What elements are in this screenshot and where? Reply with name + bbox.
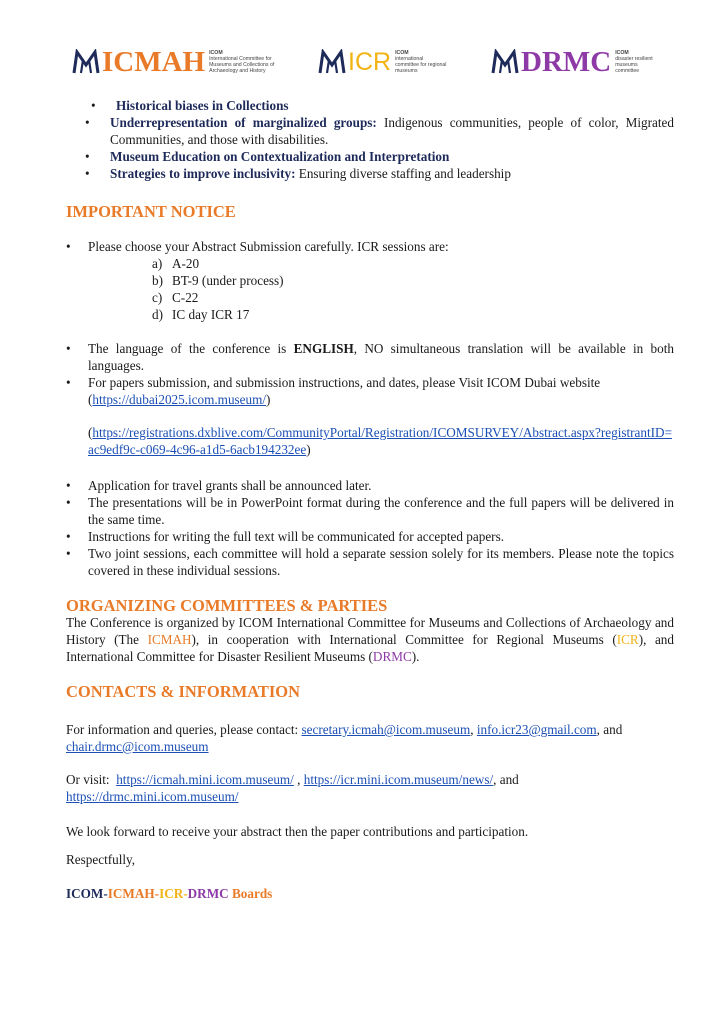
list-item: a) A-20 — [152, 256, 200, 271]
icr-logo — [318, 44, 447, 80]
notice-intro — [66, 238, 674, 323]
bullet-icon: • — [66, 546, 71, 561]
list-item: • Please choose your Abstract Submission carefully. ICR sessions are: — [66, 239, 449, 254]
list-item: • Application for travel grants shall be announced later. — [66, 478, 372, 493]
closing-salutation: Respectfully, — [66, 852, 136, 867]
list-item: • Historical biases in Collections — [91, 98, 289, 113]
contacts-heading: CONTACTS & INFORMATION — [66, 682, 301, 701]
list-item: • Museum Education on Contextualization and Interpretation — [85, 149, 450, 164]
contacts-paragraph: For information and queries, please contact: secretary.icmah@icom.museum, info.icr23@gmail.com, and chair.drmc@icom.museum — [66, 722, 623, 754]
list-item: • The language of the conference is ENGLISH, NO simultaneous translation will be available in both languages. — [66, 341, 674, 373]
bullet-icon: • — [85, 115, 90, 130]
drmc-logo-name: DRMC — [521, 45, 612, 78]
important-notice-heading: IMPORTANT NOTICE — [66, 202, 236, 221]
signature: ICOM-ICMAH-ICR-DRMC Boards — [66, 886, 273, 901]
icr-logo-subtitle: ICOM international committee for regional museums — [395, 50, 447, 74]
list-item: • Underrepresentation of marginalized groups: Indigenous communities, people of color, Migrated Communities, and those with disabilities. — [85, 115, 674, 147]
sessions-list — [66, 255, 674, 323]
drmc-logo — [491, 44, 661, 80]
notice-language-block — [66, 340, 674, 408]
topics-section — [66, 97, 674, 182]
drmc-website-link[interactable]: https://drmc.mini.icom.museum/ — [66, 789, 239, 804]
list-item: • Instructions for writing the full text will be communicated for accepted papers. — [66, 529, 505, 544]
bullet-icon: • — [66, 478, 71, 493]
list-item: d) IC day ICR 17 — [152, 307, 250, 322]
icmah-logo-name: ICMAH — [102, 45, 206, 78]
icmah-mark-icon — [72, 49, 100, 75]
notice-points-list — [66, 477, 674, 579]
registration-link[interactable]: https://registrations.dxblive.com/CommunityPortal/Registration/ICOMSURVEY/Abstract.aspx?registrantID=ac9edf9c-c069-4c96-a1d5-6acb194232ee — [88, 425, 673, 457]
notice-language-list — [66, 340, 674, 408]
email-link-icmah[interactable]: secretary.icmah@icom.museum — [301, 722, 471, 737]
list-item: • For papers submission, and submission instructions, and dates, please Visit ICOM Dubai website (https://dubai2025.icom.museum/) — [66, 375, 601, 407]
notice-points-block — [66, 477, 674, 579]
bullet-icon: • — [85, 166, 90, 181]
icmah-website-link[interactable]: https://icmah.mini.icom.museum/ — [116, 772, 294, 787]
icr-website-link[interactable]: https://icr.mini.icom.museum/news/ — [303, 772, 494, 787]
list-item: c) C-22 — [152, 290, 199, 305]
visit-paragraph: Or visit: https://icmah.mini.icom.museum/ , https://icr.mini.icom.museum/news/, and https://drmc.mini.icom.museum/ — [66, 772, 523, 804]
topics-list — [66, 97, 674, 182]
icr-mark-icon — [318, 49, 346, 75]
list-item: • Two joint sessions, each committee will hold a separate session solely for its members. Please note the topics covered in these individual sessions. — [66, 546, 674, 578]
header-logos — [0, 44, 724, 80]
list-item: b) BT-9 (under process) — [152, 273, 284, 288]
bullet-icon: • — [85, 149, 90, 164]
organizing-heading: ORGANIZING COMMITTEES & PARTIES — [66, 596, 388, 615]
email-link-drmc[interactable]: chair.drmc@icom.museum — [66, 739, 209, 754]
list-item: • The presentations will be in PowerPoint format during the conference and the full papers will be delivered in the same time. — [66, 495, 674, 527]
bullet-icon: • — [66, 495, 71, 510]
icmah-logo-subtitle: ICOM International Committee for Museums and Collections of Archaeology and History — [209, 50, 275, 74]
bullet-icon: • — [66, 375, 71, 390]
notice-intro-list — [66, 238, 674, 255]
icr-logo-name: ICR — [348, 47, 392, 76]
closing-paragraph: We look forward to receive your abstract then the paper contributions and participation. — [66, 824, 529, 839]
list-item: • Strategies to improve inclusivity: Ensuring diverse staffing and leadership — [85, 166, 511, 181]
dubai-website-link[interactable]: https://dubai2025.icom.museum/ — [92, 392, 267, 407]
bullet-icon: • — [66, 529, 71, 544]
bullet-icon: • — [66, 239, 71, 254]
organizing-paragraph: The Conference is organized by ICOM International Committee for Museums and Collections of Archaeology and History (The ICMAH), in cooperation with International Committee for Regional Museums (ICR), and International Committee for Disaster Resilient Museums (DRMC). — [66, 615, 674, 664]
email-link-icr[interactable]: info.icr23@gmail.com — [476, 722, 597, 737]
bullet-icon: • — [91, 98, 96, 113]
drmc-logo-subtitle: ICOM disaster resilient museums committee — [615, 50, 653, 74]
registration-link-block: (https://registrations.dxblive.com/CommunityPortal/Registration/ICOMSURVEY/Abstract.aspx?registrantID=ac9edf9c-c069-4c96-a1d5-6acb194232ee) — [88, 425, 673, 457]
icmah-logo — [72, 44, 279, 80]
bullet-icon: • — [66, 341, 71, 356]
drmc-mark-icon — [491, 49, 519, 75]
